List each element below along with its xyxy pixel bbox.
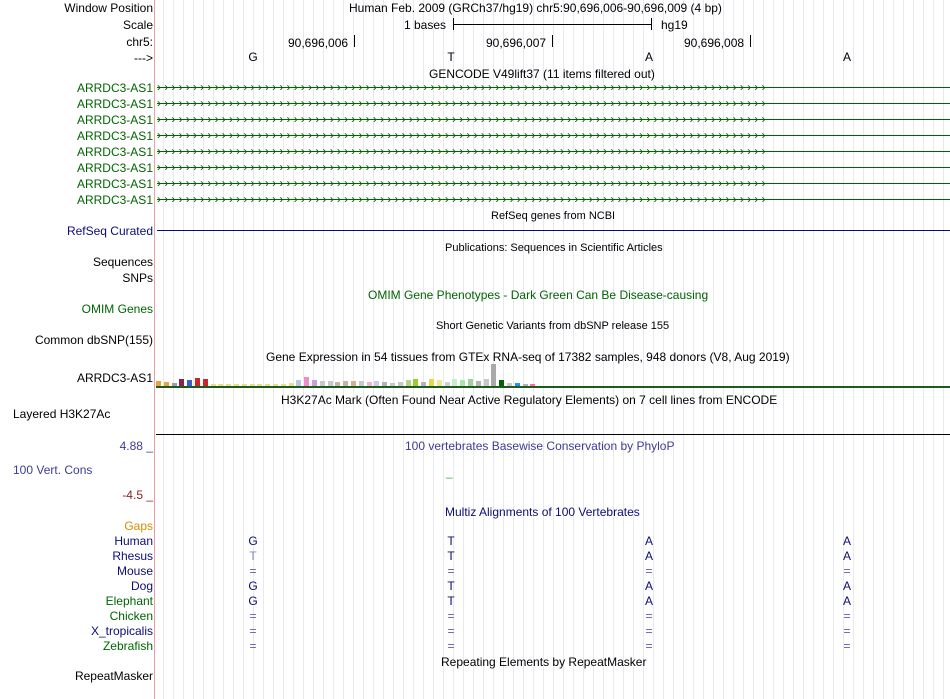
omim-track-label[interactable]: OMIM Genes — [81, 302, 153, 316]
label-separator — [154, 0, 155, 699]
multiz-base: = — [447, 624, 455, 638]
multiz-base: = — [843, 609, 851, 623]
coord-label: 90,696,006 — [288, 36, 349, 50]
gencode-strand-arrows: ››››››››››››››››››››››››››››››››››››››››››››››››››››››››››››››››››››››››››››››››››››› — [157, 176, 769, 190]
gencode-item-label[interactable]: ARRDC3-AS1 — [76, 193, 153, 207]
gtex-tissue-bar[interactable] — [491, 364, 496, 386]
multiz-base: G — [248, 534, 258, 548]
multiz-base: = — [249, 564, 257, 578]
window-position-value: Human Feb. 2009 (GRCh37/hg19) chr5:90,696,006-90,696,009 (4 bp) — [349, 1, 722, 15]
chrom-label: chr5: — [126, 35, 153, 49]
multiz-base: = — [249, 624, 257, 638]
multiz-base: A — [842, 579, 851, 593]
gencode-strand-arrows: ››››››››››››››››››››››››››››››››››››››››››››››››››››››››››››››››››››››››››››››››››››› — [157, 144, 769, 158]
multiz-base: = — [843, 639, 851, 653]
gencode-item-label[interactable]: ARRDC3-AS1 — [76, 113, 153, 127]
multiz-base: T — [447, 594, 455, 608]
multiz-base: = — [645, 624, 653, 638]
coord-label: 90,696,007 — [486, 36, 547, 50]
phylop-score-marker: _ — [446, 465, 453, 479]
gencode-strand-arrows: ››››››››››››››››››››››››››››››››››››››››››››››››››››››››››››››››››››››››››››››››››››› — [157, 96, 769, 110]
scale-bar-left-tick — [453, 18, 454, 30]
phylop-track-title: 100 vertebrates Basewise Conservation by PhyloP — [405, 439, 675, 453]
ref-base: A — [842, 50, 851, 64]
gaps-label: Gaps — [124, 519, 153, 533]
multiz-species-label[interactable]: X_tropicalis — [90, 624, 153, 638]
gtex-tissue-bar[interactable] — [203, 379, 208, 386]
gencode-item-label[interactable]: ARRDC3-AS1 — [76, 145, 153, 159]
gencode-strand-arrows: ››››››››››››››››››››››››››››››››››››››››››››››››››››››››››››››››››››››››››››››››››››› — [157, 128, 769, 142]
publications-track-label[interactable]: Sequences — [92, 255, 153, 269]
coord-tick — [354, 35, 355, 47]
refseq-track-title: RefSeq genes from NCBI — [491, 210, 616, 222]
multiz-species-label[interactable]: Chicken — [109, 609, 153, 623]
gencode-item-label[interactable]: ARRDC3-AS1 — [76, 97, 153, 111]
multiz-base: = — [249, 609, 257, 623]
refseq-gene-line[interactable] — [157, 230, 950, 231]
multiz-base: A — [644, 594, 653, 608]
multiz-base: = — [447, 639, 455, 653]
publications-track-title: Publications: Sequences in Scientific Articles — [445, 242, 663, 254]
ref-base: T — [447, 50, 455, 64]
multiz-track-title: Multiz Alignments of 100 Vertebrates — [445, 505, 640, 519]
multiz-species-label[interactable]: Human — [114, 534, 153, 548]
h3k27ac-track-title: H3K27Ac Mark (Often Found Near Active Regulatory Elements) on 7 cell lines from ENCODE — [281, 393, 778, 407]
multiz-base: = — [645, 564, 653, 578]
gtex-tissue-bar[interactable] — [304, 377, 309, 386]
coord-tick — [750, 35, 751, 47]
scale-bar-right-tick — [651, 18, 652, 30]
coord-label: 90,696,008 — [684, 36, 745, 50]
gtex-tissue-bar[interactable] — [484, 379, 489, 386]
multiz-base: T — [249, 549, 257, 563]
gencode-strand-arrows: ››››››››››››››››››››››››››››››››››››››››››››››››››››››››››››››››››››››››››››››››››››› — [157, 80, 769, 94]
dbsnp-track-label[interactable]: Common dbSNP(155) — [34, 333, 153, 347]
multiz-base: = — [843, 564, 851, 578]
gtex-baseline — [156, 386, 950, 388]
multiz-base: = — [249, 639, 257, 653]
multiz-base: A — [644, 579, 653, 593]
snps-track-label[interactable]: SNPs — [122, 271, 153, 285]
gtex-tissue-bar[interactable] — [468, 379, 473, 386]
gencode-strand-arrows: ››››››››››››››››››››››››››››››››››››››››››››››››››››››››››››››››››››››››››››››››››››› — [157, 112, 769, 126]
gtex-track-title: Gene Expression in 54 tissues from GTEx RNA-seq of 17382 samples, 948 donors (V8, Aug 2019) — [266, 350, 790, 364]
multiz-base: = — [843, 624, 851, 638]
gtex-tissue-bar[interactable] — [429, 379, 434, 386]
multiz-base: A — [842, 549, 851, 563]
ref-base: A — [644, 50, 653, 64]
multiz-base: A — [644, 549, 653, 563]
strand-label: ---> — [134, 51, 153, 65]
gtex-tissue-bar[interactable] — [195, 378, 200, 386]
gencode-item-label[interactable]: ARRDC3-AS1 — [76, 129, 153, 143]
multiz-species-label[interactable]: Dog — [130, 579, 153, 593]
gencode-strand-arrows: ››››››››››››››››››››››››››››››››››››››››››››››››››››››››››››››››››››››››››››››››››››› — [157, 160, 769, 174]
gtex-track-label[interactable]: ARRDC3-AS1 — [76, 371, 153, 385]
phylop-track-label[interactable]: 100 Vert. Cons — [13, 463, 93, 477]
multiz-base: T — [447, 534, 455, 548]
scale-bar — [453, 24, 652, 25]
h3k27ac-track-label[interactable]: Layered H3K27Ac — [13, 407, 111, 421]
multiz-species-label[interactable]: Mouse — [116, 564, 153, 578]
gencode-item-label[interactable]: ARRDC3-AS1 — [76, 177, 153, 191]
multiz-base: = — [447, 564, 455, 578]
multiz-species-label[interactable]: Zebrafish — [102, 639, 153, 653]
multiz-species-label[interactable]: Rhesus — [112, 549, 153, 563]
multiz-species-label[interactable]: Elephant — [105, 594, 153, 608]
multiz-base: A — [644, 534, 653, 548]
gencode-item-label[interactable]: ARRDC3-AS1 — [76, 161, 153, 175]
gtex-tissue-bar[interactable] — [179, 379, 184, 386]
dbsnp-track-title: Short Genetic Variants from dbSNP release 155 — [436, 320, 670, 332]
refseq-track-label[interactable]: RefSeq Curated — [66, 224, 153, 238]
gencode-strand-arrows: ››››››››››››››››››››››››››››››››››››››››››››››››››››››››››››››››››››››››››››››››››››› — [157, 192, 769, 206]
omim-track-title: OMIM Gene Phenotypes - Dark Green Can Be Disease-causing — [368, 288, 709, 302]
ref-base: G — [248, 50, 258, 64]
multiz-base: = — [447, 609, 455, 623]
multiz-base: G — [248, 579, 258, 593]
multiz-base: A — [842, 594, 851, 608]
multiz-base: T — [447, 579, 455, 593]
gencode-track-title: GENCODE V49lift37 (11 items filtered out) — [429, 67, 655, 81]
coord-tick — [552, 35, 553, 47]
scale-label: Scale — [122, 18, 153, 32]
multiz-base: = — [645, 639, 653, 653]
gtex-tissue-bar[interactable] — [413, 379, 418, 386]
scale-text: 1 bases — [404, 18, 447, 32]
multiz-base: T — [447, 549, 455, 563]
multiz-base: G — [248, 594, 258, 608]
multiz-base: A — [842, 534, 851, 548]
scale-assembly: hg19 — [661, 18, 688, 32]
gencode-item-label[interactable]: ARRDC3-AS1 — [76, 81, 153, 95]
phylop-max-label: 4.88 _ — [119, 439, 153, 453]
repeatmasker-track-title: Repeating Elements by RepeatMasker — [441, 655, 647, 669]
repeatmasker-track-label[interactable]: RepeatMasker — [74, 669, 153, 683]
window-position-label: Window Position — [64, 1, 153, 15]
h3k27ac-baseline — [156, 434, 950, 435]
gtex-tissue-bar[interactable] — [452, 379, 457, 386]
phylop-min-label: -4.5 _ — [122, 488, 153, 502]
multiz-base: = — [645, 609, 653, 623]
